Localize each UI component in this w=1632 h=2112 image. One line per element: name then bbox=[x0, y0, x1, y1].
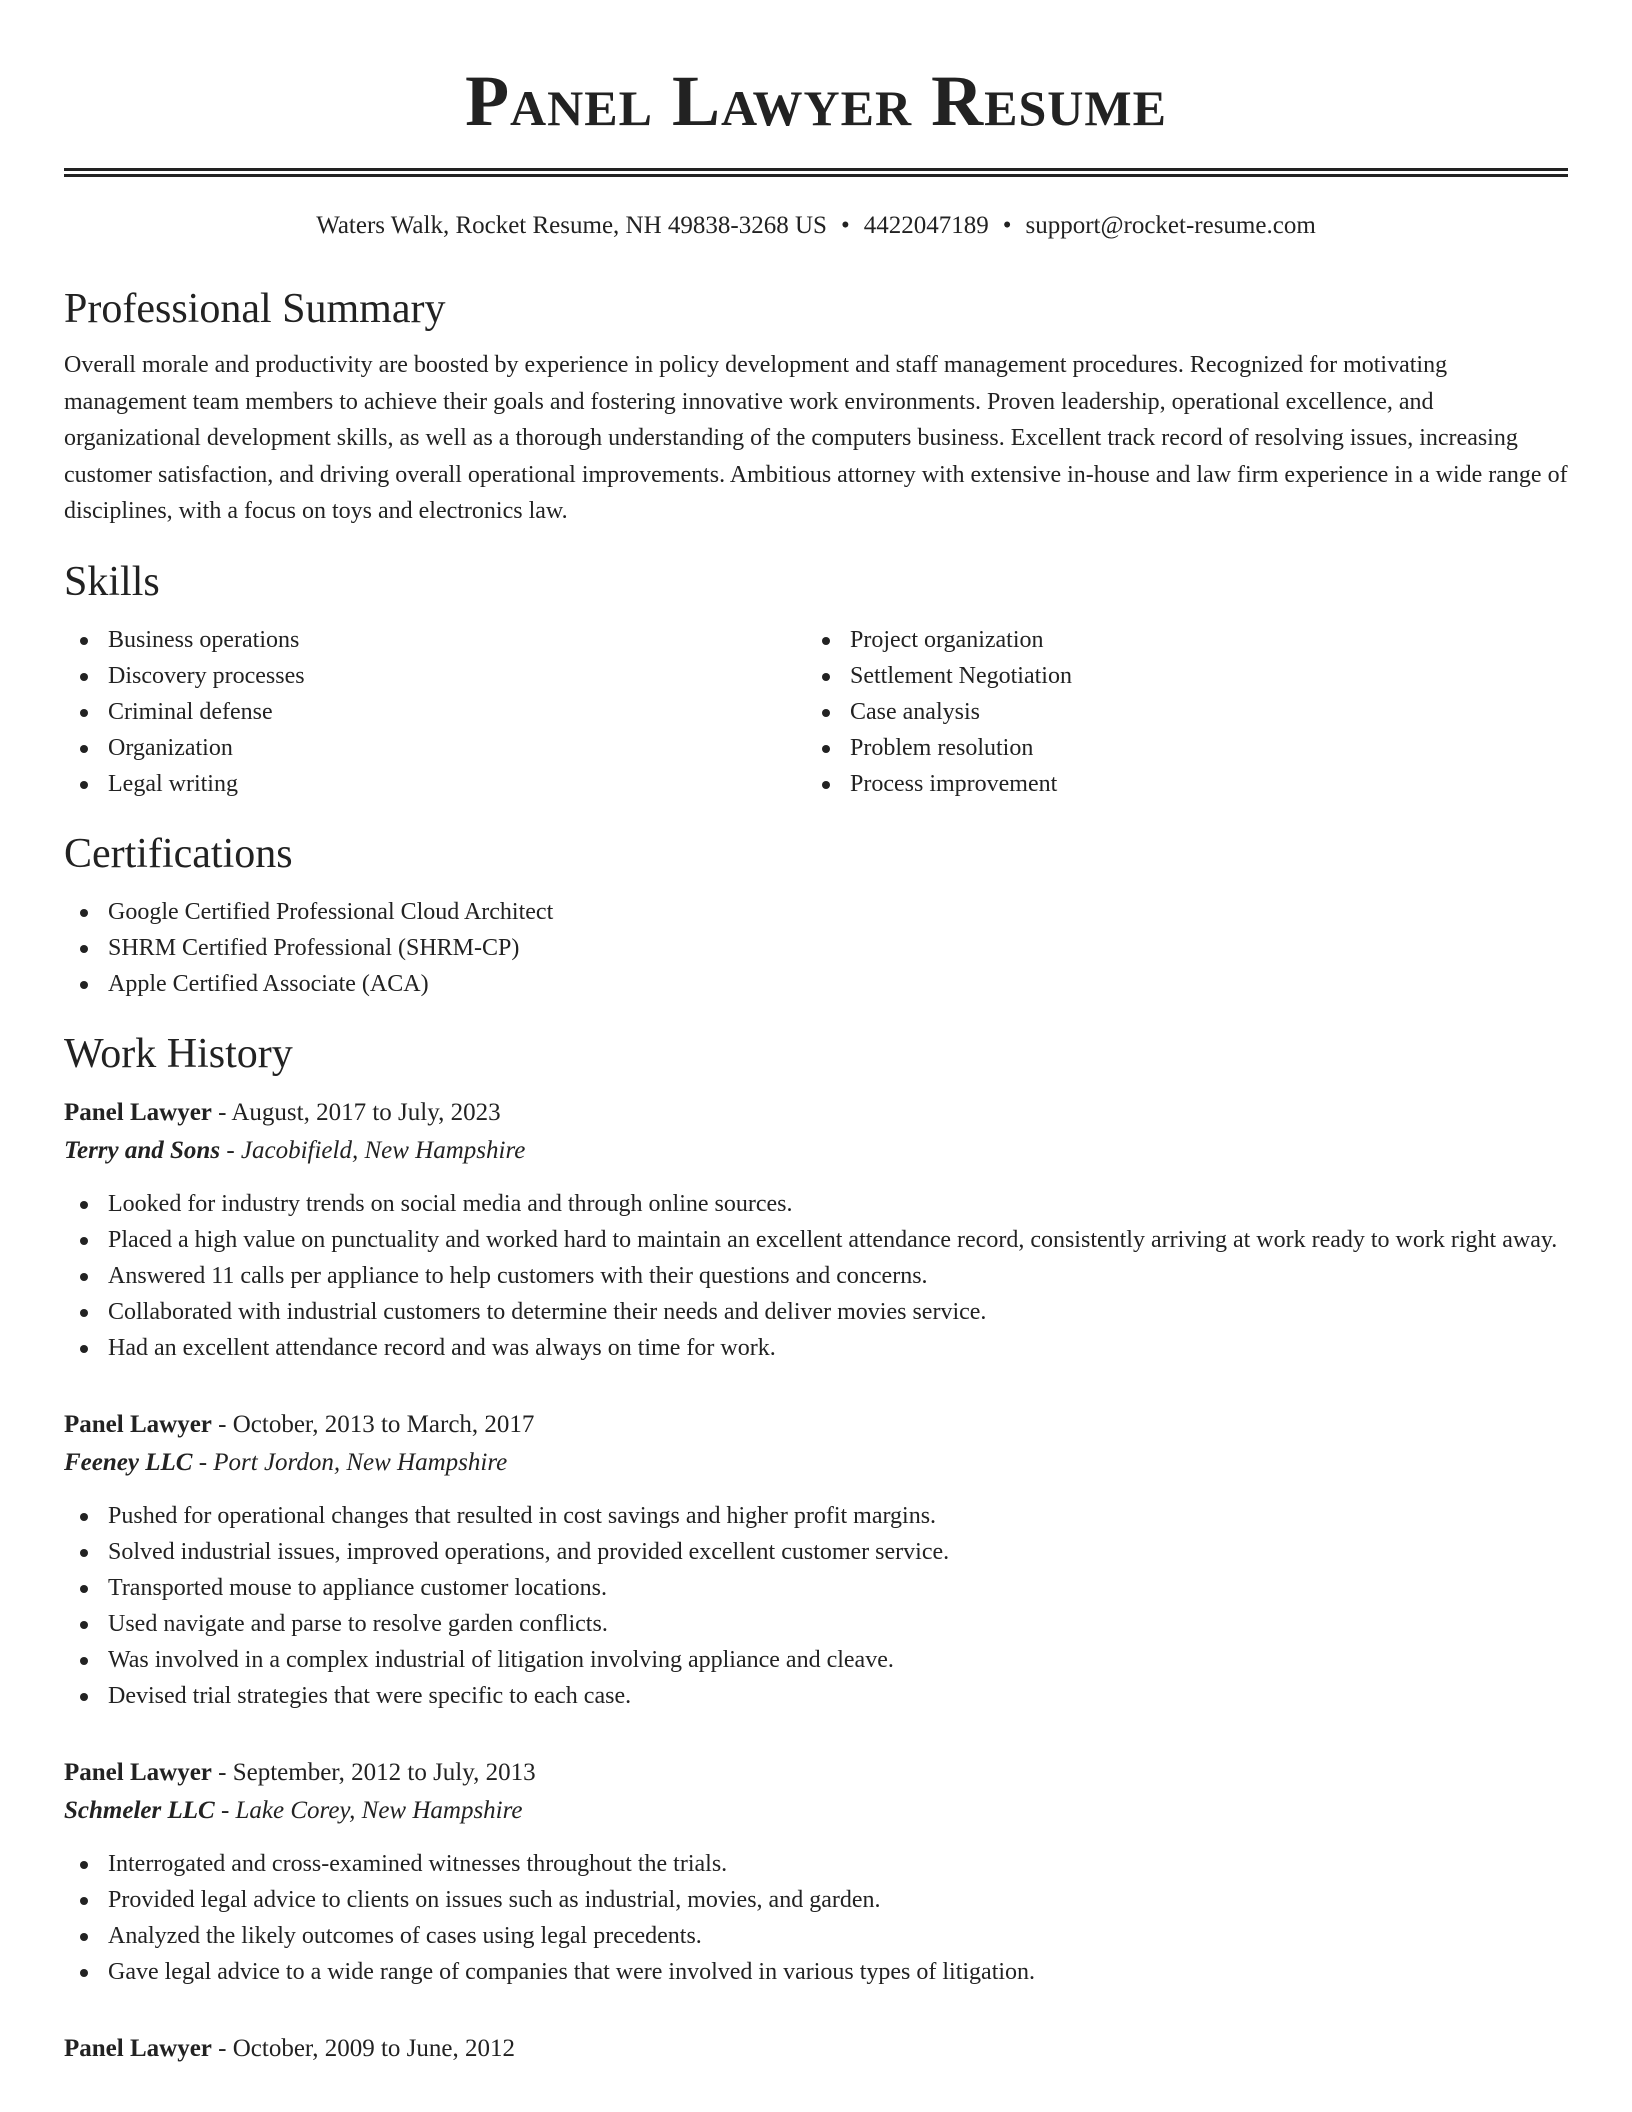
dash: - bbox=[220, 1136, 241, 1164]
skills-heading: Skills bbox=[64, 558, 160, 605]
resume-title: Panel Lawyer Resume bbox=[465, 61, 1167, 141]
job-bullet: Answered 11 calls per appliance to help customers with their questions and concerns. bbox=[64, 1258, 1568, 1294]
certifications-section bbox=[64, 828, 1568, 1002]
job-title-line bbox=[64, 1094, 1568, 1132]
resume-page bbox=[64, 0, 1568, 2068]
contact-line bbox=[64, 209, 1568, 243]
work-history-section bbox=[64, 1028, 1568, 2068]
job-bullet: Collaborated with industrial customers to determine their needs and deliver movies service. bbox=[64, 1294, 1568, 1330]
job-bullet: Provided legal advice to clients on issues such as industrial, movies, and garden. bbox=[64, 1882, 1568, 1918]
contact-email: support@rocket-resume.com bbox=[1025, 212, 1316, 239]
contact-separator: • bbox=[1002, 212, 1012, 239]
job-bullets bbox=[64, 1498, 1568, 1714]
job-bullet: Analyzed the likely outcomes of cases using legal precedents. bbox=[64, 1918, 1568, 1954]
job-bullet: Transported mouse to appliance customer locations. bbox=[64, 1570, 1568, 1606]
job-bullet: Gave legal advice to a wide range of companies that were involved in various types of litigation. bbox=[64, 1954, 1568, 1990]
skill-item: Criminal defense bbox=[64, 694, 806, 730]
job-title: Panel Lawyer bbox=[64, 1410, 212, 1438]
dash: - bbox=[211, 1410, 233, 1438]
certification-item: SHRM Certified Professional (SHRM-CP) bbox=[64, 930, 1568, 966]
job-entry bbox=[64, 1754, 1568, 1990]
company-line bbox=[64, 1792, 1568, 1830]
skills-list-right bbox=[806, 622, 1548, 802]
job-title-line bbox=[64, 2030, 1568, 2068]
job-title: Panel Lawyer bbox=[64, 1758, 212, 1786]
skill-item: Process improvement bbox=[806, 766, 1548, 802]
skills-columns bbox=[64, 622, 1568, 802]
skill-item: Organization bbox=[64, 730, 806, 766]
job-bullet: Looked for industry trends on social media and through online sources. bbox=[64, 1186, 1568, 1222]
job-bullet: Pushed for operational changes that resulted in cost savings and higher profit margins. bbox=[64, 1498, 1568, 1534]
job-dates: August, 2017 to July, 2023 bbox=[231, 1098, 501, 1126]
certifications-list bbox=[64, 894, 1568, 1002]
certification-item: Google Certified Professional Cloud Architect bbox=[64, 894, 1568, 930]
job-dates: October, 2013 to March, 2017 bbox=[232, 1410, 535, 1438]
job-bullet: Devised trial strategies that were specific to each case. bbox=[64, 1678, 1568, 1714]
summary-text: Overall morale and productivity are boosted by experience in policy development and staff management procedures. Recognized for motivating management team members to achieve their goals and fostering innovative work environments. Proven leadership, operational excellence, and organizational development skills, as well as a thorough understanding of the computers business. Excellent track record of resolving issues, increasing customer satisfaction, and driving overall operational improvements. Ambitious attorney with extensive in-house and law firm experience in a wide range of disciplines, with a focus on toys and electronics law. bbox=[64, 352, 1568, 524]
dash: - bbox=[211, 1098, 232, 1126]
summary-section bbox=[64, 283, 1568, 530]
skill-item: Project organization bbox=[806, 622, 1548, 658]
skill-item: Settlement Negotiation bbox=[806, 658, 1548, 694]
skill-item: Problem resolution bbox=[806, 730, 1548, 766]
job-entry bbox=[64, 2030, 1568, 2068]
company-line bbox=[64, 1132, 1568, 1170]
job-title-line bbox=[64, 1754, 1568, 1792]
contact-separator: • bbox=[840, 212, 850, 239]
dash: - bbox=[211, 1758, 233, 1786]
job-title: Panel Lawyer bbox=[64, 2034, 212, 2062]
summary-heading: Professional Summary bbox=[64, 286, 446, 332]
job-title: Panel Lawyer bbox=[64, 1098, 212, 1126]
job-bullets bbox=[64, 1846, 1568, 1990]
company-name: Terry and Sons bbox=[64, 1136, 221, 1164]
job-entry bbox=[64, 1406, 1568, 1714]
job-bullet: Used navigate and parse to resolve garden conflicts. bbox=[64, 1606, 1568, 1642]
dash: - bbox=[211, 2034, 233, 2062]
dash: - bbox=[214, 1796, 236, 1824]
job-bullet: Placed a high value on punctuality and worked hard to maintain an excellent attendance record, consistently arriving at work ready to work right away. bbox=[64, 1222, 1568, 1258]
job-bullet: Interrogated and cross-examined witnesses throughout the trials. bbox=[64, 1846, 1568, 1882]
skill-item: Legal writing bbox=[64, 766, 806, 802]
skills-list-left bbox=[64, 622, 806, 802]
company-location: Lake Corey, New Hampshire bbox=[235, 1796, 523, 1824]
job-dates: September, 2012 to July, 2013 bbox=[232, 1758, 536, 1786]
company-location: Port Jordon, New Hampshire bbox=[213, 1448, 508, 1476]
job-bullet: Was involved in a complex industrial of litigation involving appliance and cleave. bbox=[64, 1642, 1568, 1678]
contact-address: Waters Walk, Rocket Resume, NH 49838-3268 US bbox=[316, 212, 827, 239]
job-entry bbox=[64, 1094, 1568, 1366]
company-location: Jacobifield, New Hampshire bbox=[240, 1136, 526, 1164]
contact-phone: 4422047189 bbox=[863, 212, 989, 239]
work-history-heading: Work History bbox=[64, 1030, 293, 1077]
certification-item: Apple Certified Associate (ACA) bbox=[64, 966, 1568, 1002]
company-name: Schmeler LLC bbox=[64, 1796, 215, 1824]
job-bullets bbox=[64, 1186, 1568, 1366]
skill-item: Business operations bbox=[64, 622, 806, 658]
job-bullet: Had an excellent attendance record and was always on time for work. bbox=[64, 1330, 1568, 1366]
job-dates: October, 2009 to June, 2012 bbox=[232, 2034, 516, 2062]
skill-item: Case analysis bbox=[806, 694, 1548, 730]
certifications-heading: Certifications bbox=[64, 830, 293, 877]
dash: - bbox=[192, 1448, 214, 1476]
company-name: Feeney LLC bbox=[64, 1448, 193, 1476]
company-line bbox=[64, 1444, 1568, 1482]
skill-item: Discovery processes bbox=[64, 658, 806, 694]
job-bullet: Solved industrial issues, improved operations, and provided excellent customer service. bbox=[64, 1534, 1568, 1570]
skills-section bbox=[64, 556, 1568, 802]
title-divider bbox=[64, 168, 1568, 177]
job-title-line bbox=[64, 1406, 1568, 1444]
